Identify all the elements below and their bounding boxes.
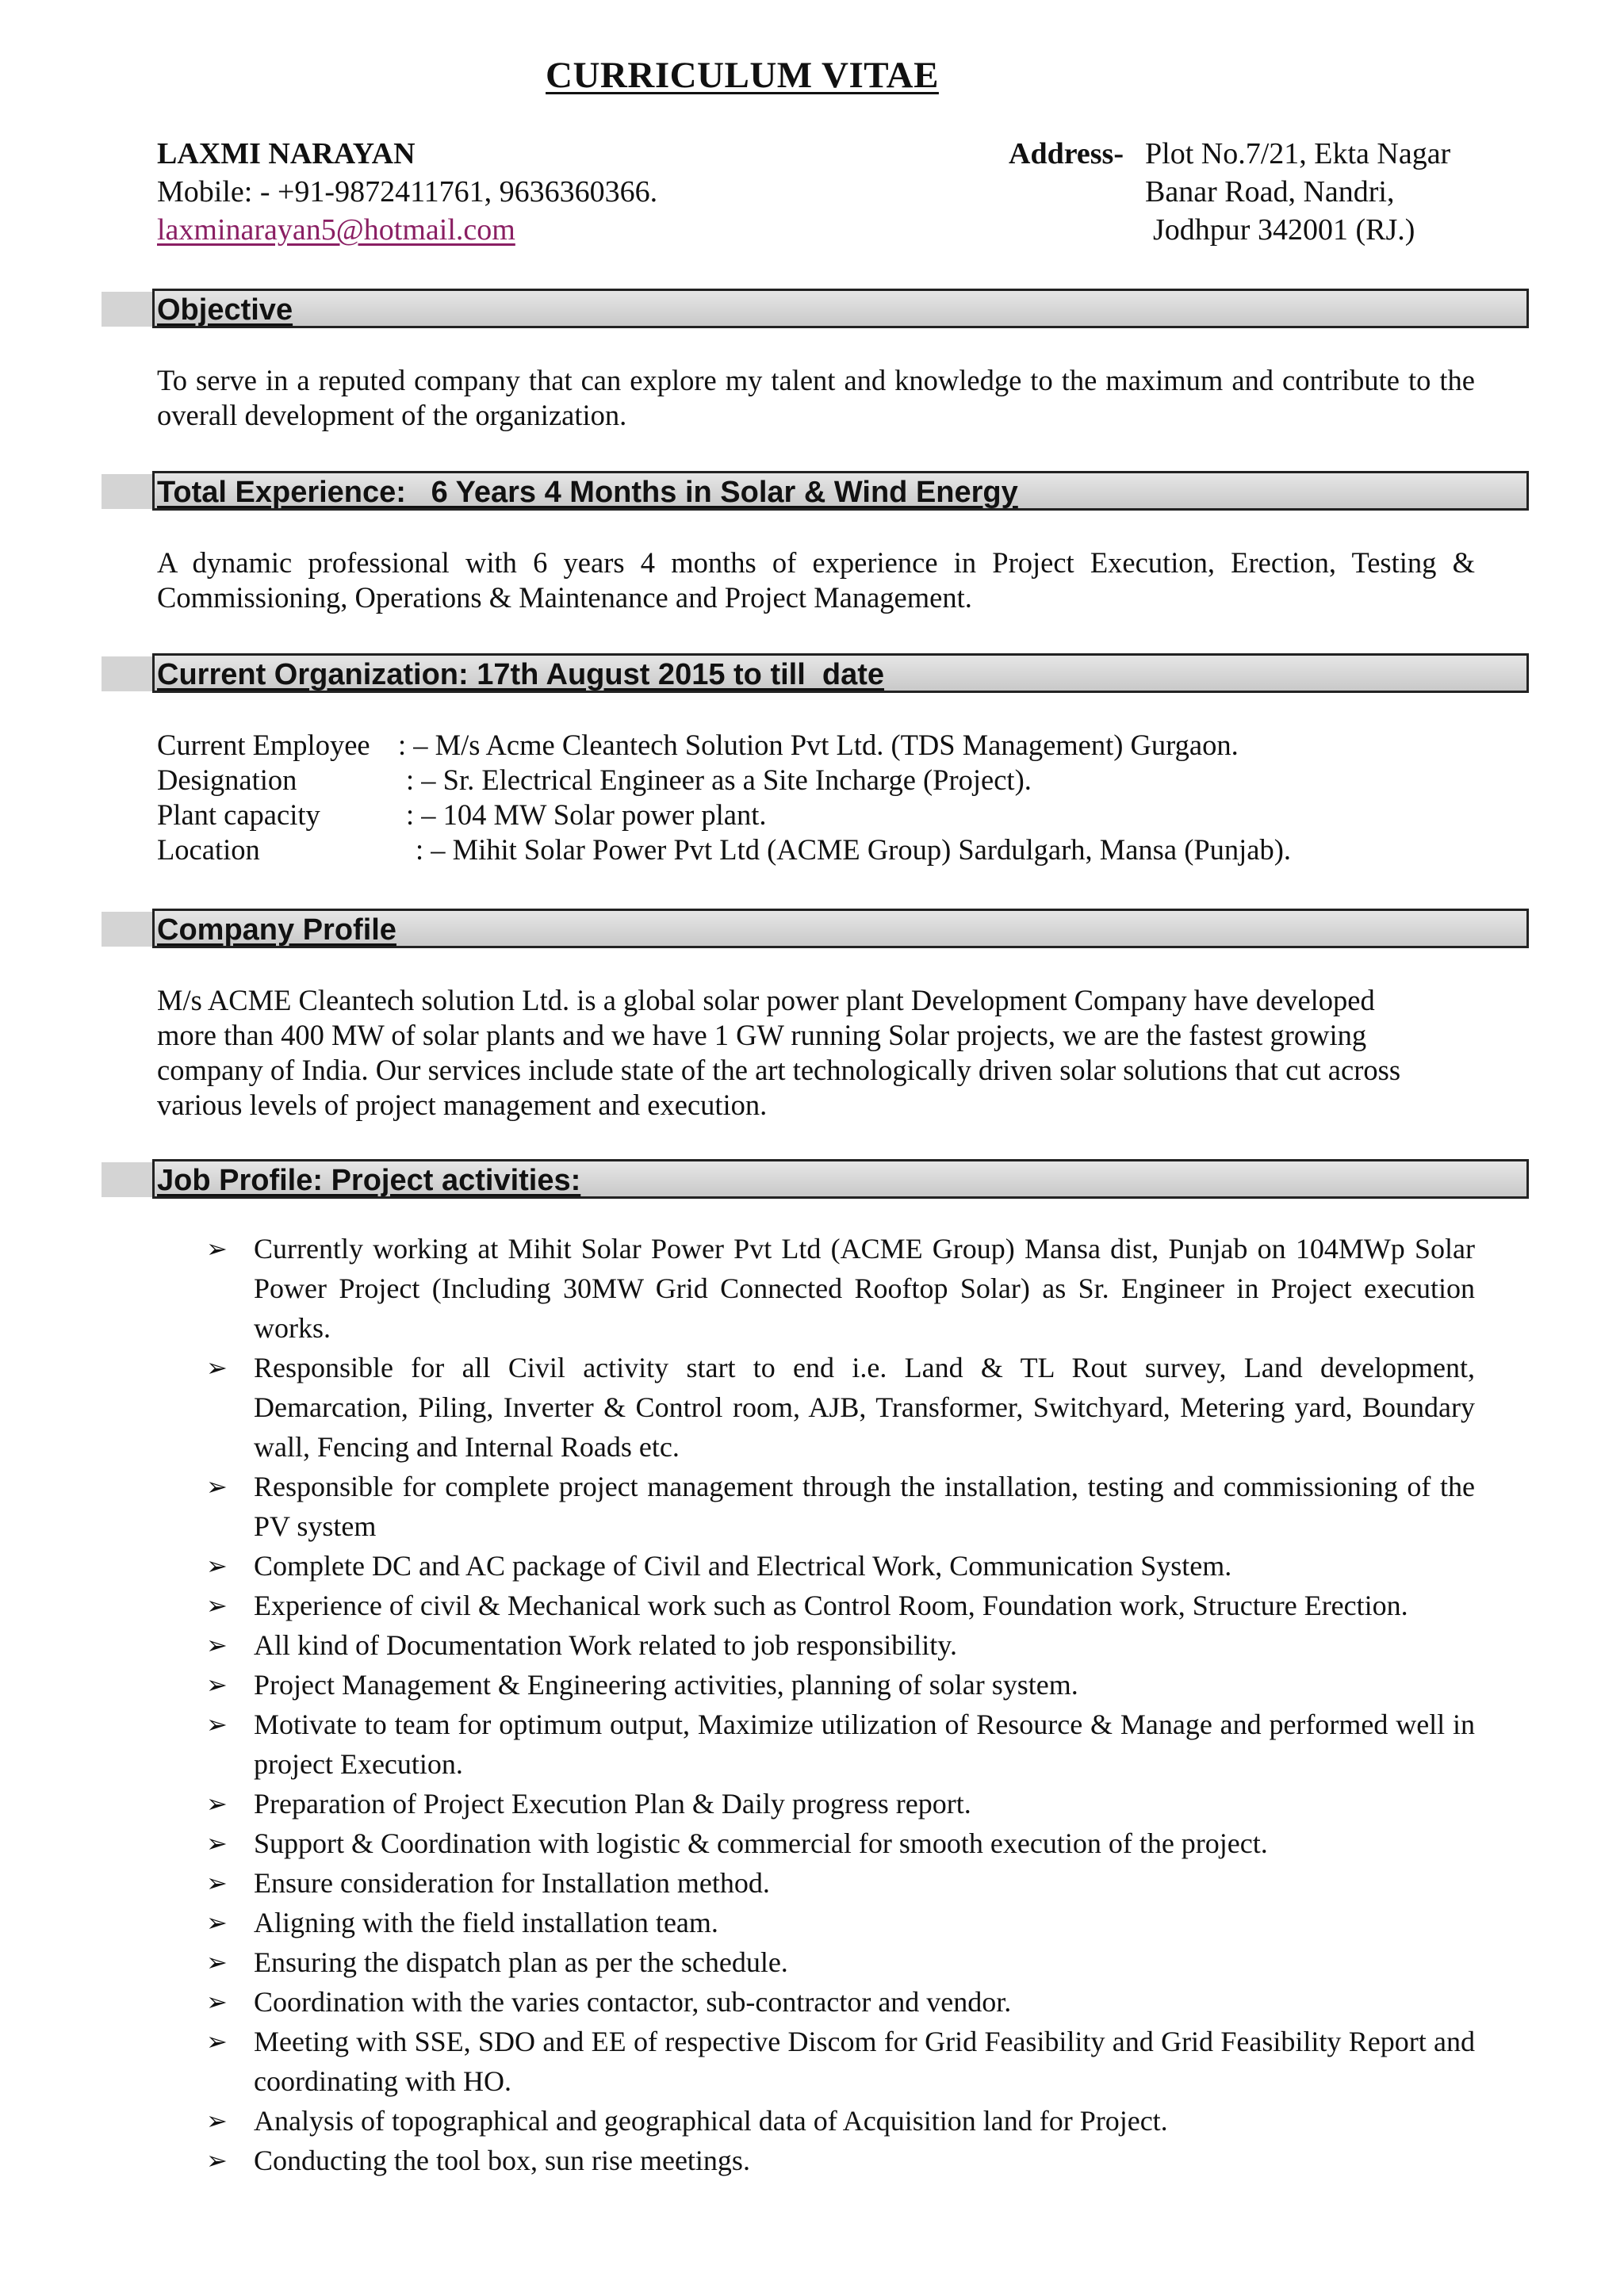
org-field-label: Current Employee (157, 729, 370, 761)
email-link[interactable]: laxminarayan5@hotmail.com (157, 213, 515, 247)
list-item-text: Ensure consideration for Installation method. (254, 1867, 770, 1899)
arrow-bullet-icon: ➢ (206, 1551, 228, 1581)
arrow-bullet-icon: ➢ (206, 2026, 228, 2057)
arrow-bullet-icon: ➢ (206, 1590, 228, 1621)
org-field-label: Location (157, 833, 260, 866)
section-heading: Objective (157, 293, 293, 327)
arrow-bullet-icon: ➢ (206, 2106, 228, 2136)
experience-text: A dynamic professional with 6 years 4 months of experience in Project Execution, Erection, Testing & Commissioning, Operations & Maintenance and Project Management. (157, 546, 1475, 614)
list-item-text: Ensuring the dispatch plan as per the schedule. (254, 1946, 788, 1978)
list-item-text: Responsible for all Civil activity start to end i.e. Land & TL Rout survey, Land development, Demarcation, Piling, Inverter & Control room, AJB, Transformer, Switchyard, Metering yard, Boundary wall, Fencing and Internal Roads etc. (254, 1352, 1475, 1463)
arrow-bullet-icon: ➢ (206, 1670, 228, 1700)
arrow-bullet-icon: ➢ (206, 1789, 228, 1819)
list-item-text: Currently working at Mihit Solar Power Pvt Ltd (ACME Group) Mansa dist, Punjab on 104MWp Solar Power Project (Including 30MW Grid Connected Rooftop Solar) as Sr. Engineer in Project execution works. (254, 1233, 1475, 1344)
address-line: Jodhpur 342001 (RJ.) (1153, 213, 1415, 247)
mobile-number: Mobile: - +91-9872411761, 9636360366. (157, 175, 658, 209)
objective-text: To serve in a reputed company that can explore my talent and knowledge to the maximum and contribute to the overall development of the organization. (157, 364, 1475, 431)
arrow-bullet-icon: ➢ (206, 1353, 228, 1383)
address-line: Plot No.7/21, Ekta Nagar (1145, 137, 1451, 170)
section-heading: Job Profile: Project activities: (157, 1164, 581, 1197)
list-item-text: Aligning with the field installation team. (254, 1907, 718, 1938)
arrow-bullet-icon: ➢ (206, 1868, 228, 1898)
org-field-value: : – Sr. Electrical Engineer as a Site Incharge (Project). (406, 763, 1032, 796)
list-item (157, 1229, 1475, 1348)
section-header-shade (102, 292, 154, 327)
arrow-bullet-icon: ➢ (206, 1947, 228, 1977)
list-item (157, 1863, 1475, 1903)
list-item (157, 1348, 1475, 1467)
company-profile-line: M/s ACME Cleantech solution Ltd. is a global solar power plant Development Company have developed (157, 984, 1375, 1016)
address-line: Banar Road, Nandri, (1145, 175, 1395, 209)
org-field-label: Designation (157, 763, 297, 796)
section-header-job-profile (102, 1159, 1529, 1202)
section-header-shade (102, 1162, 154, 1197)
org-field-value: : – 104 MW Solar power plant. (406, 798, 767, 831)
list-item (157, 2101, 1475, 2141)
list-item-text: Experience of civil & Mechanical work such as Control Room, Foundation work, Structure Erection. (254, 1590, 1408, 1621)
list-item (157, 1586, 1475, 1625)
arrow-bullet-icon: ➢ (206, 1828, 228, 1858)
section-header-experience (102, 471, 1529, 514)
list-item (157, 1625, 1475, 1665)
list-item (157, 1903, 1475, 1942)
arrow-bullet-icon: ➢ (206, 1234, 228, 1264)
company-profile-line: more than 400 MW of solar plants and we have 1 GW running Solar projects, we are the fastest growing (157, 1019, 1367, 1051)
list-item-text: Project Management & Engineering activities, planning of solar system. (254, 1669, 1078, 1701)
section-header-organization (102, 653, 1529, 696)
list-item-text: Meeting with SSE, SDO and EE of respective Discom for Grid Feasibility and Grid Feasibility Report and coordinating with HO. (254, 2026, 1475, 2097)
arrow-bullet-icon: ➢ (206, 2145, 228, 2175)
section-header-objective (102, 289, 1529, 331)
company-profile-line: various levels of project management and execution. (157, 1089, 768, 1121)
candidate-name: LAXMI NARAYAN (157, 137, 416, 170)
document-title: CURRICULUM VITAE (546, 55, 939, 96)
section-heading: Current Organization: 17th August 2015 to till date (157, 658, 885, 691)
arrow-bullet-icon: ➢ (206, 1630, 228, 1660)
list-item (157, 1665, 1475, 1705)
arrow-bullet-icon: ➢ (206, 1987, 228, 2017)
list-item-text: Preparation of Project Execution Plan & Daily progress report. (254, 1788, 971, 1820)
section-header-company (102, 909, 1529, 951)
list-item (157, 1982, 1475, 2022)
company-profile-text (157, 983, 1475, 1123)
list-item (157, 2141, 1475, 2180)
job-activities-list (157, 1229, 1475, 2180)
company-profile-line: company of India. Our services include state of the art technologically driven solar solutions that cut across (157, 1054, 1401, 1086)
org-field-value: : – Mihit Solar Power Pvt Ltd (ACME Group) Sardulgarh, Mansa (Punjab). (416, 833, 1292, 866)
list-item (157, 2022, 1475, 2101)
section-header-box (152, 289, 1529, 328)
list-item-text: Conducting the tool box, sun rise meetings. (254, 2145, 750, 2176)
list-item-text: Responsible for complete project management through the installation, testing and commissioning of the PV system (254, 1471, 1475, 1542)
address-label: Address- (1009, 137, 1124, 170)
list-item (157, 1467, 1475, 1546)
section-heading: Total Experience: 6 Years 4 Months in Solar & Wind Energy (157, 476, 1018, 509)
list-item-text: Support & Coordination with logistic & commercial for smooth execution of the project. (254, 1827, 1268, 1859)
section-header-shade (102, 912, 154, 947)
list-item-text: Complete DC and AC package of Civil and Electrical Work, Communication System. (254, 1550, 1232, 1582)
section-header-shade (102, 474, 154, 509)
list-item (157, 1942, 1475, 1982)
list-item (157, 1546, 1475, 1586)
org-field-value: : – M/s Acme Cleantech Solution Pvt Ltd. (TDS Management) Gurgaon. (398, 729, 1239, 761)
list-item-text: All kind of Documentation Work related to job responsibility. (254, 1629, 957, 1661)
list-item-text: Coordination with the varies contactor, sub-contractor and vendor. (254, 1986, 1012, 2018)
arrow-bullet-icon: ➢ (206, 1471, 228, 1502)
arrow-bullet-icon: ➢ (206, 1709, 228, 1739)
arrow-bullet-icon: ➢ (206, 1908, 228, 1938)
org-field-label: Plant capacity (157, 798, 320, 831)
list-item (157, 1705, 1475, 1784)
list-item-text: Motivate to team for optimum output, Maximize utilization of Resource & Manage and performed well in project Execution. (254, 1709, 1475, 1780)
list-item (157, 1784, 1475, 1823)
section-header-shade (102, 656, 154, 691)
list-item-text: Analysis of topographical and geographical data of Acquisition land for Project. (254, 2105, 1168, 2137)
section-heading: Company Profile (157, 913, 396, 947)
list-item (157, 1823, 1475, 1863)
